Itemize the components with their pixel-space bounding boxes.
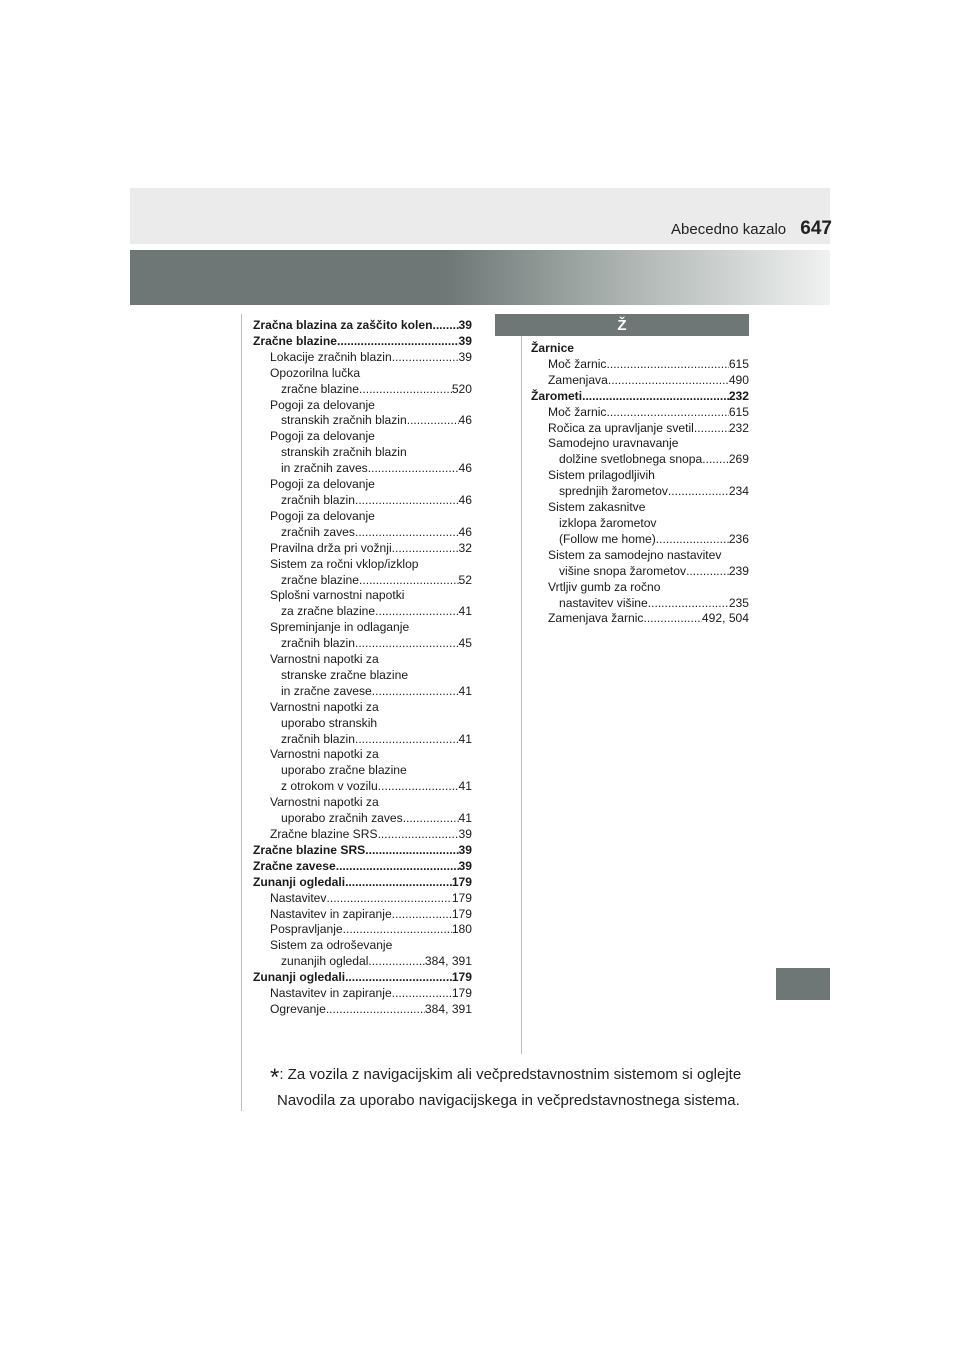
dot-leader — [392, 350, 459, 366]
dot-leader — [345, 875, 452, 891]
entry-term: Opozorilna lučka — [270, 365, 361, 380]
entry-term: uporabo zračne blazine — [281, 763, 407, 778]
dot-leader — [326, 1002, 425, 1018]
dot-leader — [643, 611, 701, 627]
entry-term: zračnih blazin — [281, 731, 355, 746]
entry-page: 179 — [451, 906, 472, 921]
entry-page: 235 — [728, 595, 749, 610]
entry-page: 46 — [458, 413, 472, 428]
entry-page: 179 — [451, 874, 472, 889]
chapter-thumb-tab — [776, 968, 830, 1000]
index-column-left — [253, 318, 472, 1018]
index-entry — [253, 684, 472, 700]
index-entry — [531, 373, 749, 389]
entry-term: zračnih zaves — [281, 524, 355, 539]
dot-leader — [345, 970, 452, 986]
index-entry — [531, 452, 749, 468]
index-entry — [253, 779, 472, 795]
entry-page: 41 — [458, 683, 472, 698]
entry-term: Nastavitev in zapiranje — [270, 986, 392, 1001]
entry-term: zunanjih ogledal — [281, 954, 369, 969]
index-entry — [253, 716, 472, 732]
index-entry — [253, 763, 472, 779]
index-entry — [531, 611, 749, 627]
entry-page: 615 — [728, 404, 749, 419]
entry-page: 41 — [458, 731, 472, 746]
letter-header: Ž — [495, 314, 749, 336]
index-entry — [253, 954, 472, 970]
entry-page: 39 — [458, 858, 472, 873]
dot-leader — [403, 811, 459, 827]
dot-leader — [355, 636, 459, 652]
index-entry — [253, 604, 472, 620]
dot-leader — [407, 413, 459, 429]
entry-term: višine snopa žarometov — [559, 563, 687, 578]
entry-term: Ogrevanje — [270, 1001, 326, 1016]
entry-page: 39 — [458, 318, 472, 332]
entry-term: stranske zračne blazine — [281, 667, 409, 682]
dot-leader — [343, 922, 452, 938]
entry-term: stranskih zračnih blazin — [281, 445, 407, 460]
entry-term: Pogoji za delovanje — [270, 508, 375, 523]
index-entry — [531, 484, 749, 500]
index-entry — [253, 350, 472, 366]
entry-term: Spreminjanje in odlaganje — [270, 620, 410, 635]
entry-term: Pogoji za delovanje — [270, 429, 375, 444]
dot-leader — [337, 334, 459, 350]
entry-page: 269 — [728, 452, 749, 467]
footnote-line-2: Navodila za uporabo navigacijskega in večpredstavnostnega sistema. — [277, 1092, 740, 1109]
entry-page: 384, 391 — [424, 954, 472, 969]
index-entry — [253, 986, 472, 1002]
entry-term: Moč žarnic — [548, 404, 607, 419]
entry-page: 384, 391 — [424, 1001, 472, 1016]
dot-leader — [378, 827, 459, 843]
index-entry — [253, 541, 472, 557]
entry-term: Pogoji za delovanje — [270, 477, 375, 492]
entry-page: 520 — [451, 381, 472, 396]
entry-term: sprednjih žarometov — [559, 484, 668, 499]
entry-page: 179 — [451, 970, 472, 985]
index-entry — [253, 588, 472, 604]
entry-page: 46 — [458, 461, 472, 476]
entry-term: zračne blazine — [281, 572, 359, 587]
entry-page: 41 — [458, 604, 472, 619]
dot-leader — [392, 541, 459, 557]
index-entry — [531, 468, 749, 484]
index-entry — [253, 875, 472, 891]
entry-term: za zračne blazine — [281, 604, 376, 619]
index-entry — [253, 525, 472, 541]
entry-page: 615 — [728, 356, 749, 371]
header-gradient-band — [130, 250, 830, 305]
index-entry — [531, 341, 749, 357]
entry-page: 179 — [451, 986, 472, 1001]
footnote-text-1: : Za vozila z navigacijskim ali večpredstavnostnim sistemom si oglejte — [279, 1066, 742, 1083]
entry-term: uporabo zračnih zaves — [281, 811, 403, 826]
dot-leader — [355, 493, 459, 509]
entry-term: Varnostni napotki za — [270, 795, 379, 810]
entry-term: stranskih zračnih blazin — [281, 413, 407, 428]
index-entry — [253, 700, 472, 716]
index-column-right — [531, 341, 749, 627]
index-entry — [531, 532, 749, 548]
index-entry — [253, 366, 472, 382]
index-entry — [531, 436, 749, 452]
entry-page: 41 — [458, 779, 472, 794]
index-entry — [253, 859, 472, 875]
dot-leader — [702, 452, 729, 468]
index-entry — [253, 493, 472, 509]
entry-term: Pospravljanje — [270, 922, 343, 937]
entry-term: zračnih blazin — [281, 492, 355, 507]
entry-term: Samodejno uravnavanje — [548, 436, 679, 451]
index-entry — [253, 461, 472, 477]
entry-term: zračne blazine — [281, 381, 359, 396]
entry-page: 39 — [458, 333, 472, 348]
entry-page: 46 — [458, 492, 472, 507]
footnote-marker: * — [270, 1064, 280, 1091]
index-entry — [531, 548, 749, 564]
index-entry — [253, 843, 472, 859]
index-entry — [531, 596, 749, 612]
entry-term: Lokacije zračnih blazin — [270, 349, 392, 364]
dot-leader — [326, 891, 451, 907]
entry-term: Sistem za samodejno nastavitev — [548, 547, 722, 562]
index-entry — [253, 477, 472, 493]
index-entry — [531, 564, 749, 580]
entry-page: 232 — [728, 420, 749, 435]
index-entry — [253, 557, 472, 573]
dot-leader — [392, 907, 452, 923]
index-entry — [253, 747, 472, 763]
index-entry — [253, 429, 472, 445]
entry-page: 492, 504 — [701, 611, 749, 626]
index-entry — [253, 795, 472, 811]
entry-term: Žarnice — [531, 341, 575, 355]
index-entry — [253, 668, 472, 684]
entry-page: 232 — [728, 388, 749, 403]
dot-leader — [656, 532, 729, 548]
index-entry — [253, 827, 472, 843]
entry-term: Zamenjava — [548, 372, 608, 387]
entry-term: Zunanji ogledali — [253, 970, 346, 985]
section-title: Abecedno kazalo — [671, 221, 787, 238]
entry-term: Sistem prilagodljivih — [548, 468, 655, 483]
entry-term: Zračne blazine SRS — [253, 842, 366, 857]
entry-term: Pravilna drža pri vožnji — [270, 540, 392, 555]
entry-term: nastavitev višine — [559, 595, 648, 610]
dot-leader — [648, 596, 729, 612]
dot-leader — [686, 564, 729, 580]
dot-leader — [694, 421, 729, 437]
index-entry — [253, 732, 472, 748]
dot-leader — [368, 954, 425, 970]
entry-page: 46 — [458, 524, 472, 539]
entry-page: 39 — [458, 827, 472, 841]
page-number: 647 — [800, 218, 832, 239]
footnote-line-1 — [270, 1063, 770, 1089]
dot-leader — [392, 986, 452, 1002]
index-entry — [531, 500, 749, 516]
entry-term: Zračne zavese — [253, 858, 336, 873]
dot-leader — [359, 382, 452, 398]
index-entry — [253, 509, 472, 525]
index-entry — [531, 405, 749, 421]
entry-term: (Follow me home) — [559, 531, 656, 546]
index-entry — [531, 516, 749, 532]
dot-leader — [668, 484, 729, 500]
index-entry — [253, 398, 472, 414]
entry-term: uporabo stranskih — [281, 715, 378, 730]
dot-leader — [606, 405, 728, 421]
dot-leader — [378, 779, 459, 795]
entry-term: Moč žarnic — [548, 356, 607, 371]
entry-page: 179 — [451, 890, 472, 905]
dot-leader — [432, 318, 458, 334]
index-entry — [253, 445, 472, 461]
dot-leader — [336, 859, 459, 875]
entry-page: 180 — [451, 922, 472, 937]
entry-term: Ročica za upravljanje svetil — [548, 420, 694, 435]
dot-leader — [359, 573, 459, 589]
index-entry — [253, 620, 472, 636]
index-entry — [253, 334, 472, 350]
entry-term: Varnostni napotki za — [270, 699, 379, 714]
entry-term: Nastavitev in zapiranje — [270, 906, 392, 921]
dot-leader — [608, 373, 729, 389]
entry-term: dolžine svetlobnega snopa — [559, 452, 703, 467]
entry-term: in zračne zavese — [281, 683, 372, 698]
index-entry — [253, 652, 472, 668]
footnote — [270, 1063, 770, 1112]
entry-page: 32 — [458, 540, 472, 555]
entry-page: 39 — [458, 842, 472, 857]
dot-leader — [355, 525, 459, 541]
entry-term: izklopa žarometov — [559, 515, 657, 530]
dot-leader — [368, 461, 459, 477]
entry-page: 45 — [458, 636, 472, 651]
entry-term: Zračna blazina za zaščito kolen — [253, 318, 433, 332]
entry-term: Varnostni napotki za — [270, 652, 379, 667]
entry-term: Zračne blazine — [253, 333, 338, 348]
column-divider — [521, 314, 522, 1054]
index-entry — [253, 1002, 472, 1018]
entry-page: 490 — [728, 372, 749, 387]
entry-page: 234 — [728, 484, 749, 499]
entry-term: zračnih blazin — [281, 636, 355, 651]
entry-page: 239 — [728, 563, 749, 578]
entry-page: 39 — [458, 349, 472, 364]
entry-term: Zamenjava žarnic — [548, 611, 644, 626]
index-entry — [253, 811, 472, 827]
dot-leader — [582, 389, 729, 405]
dot-leader — [365, 843, 458, 859]
entry-term: Žarometi — [531, 388, 583, 403]
entry-term: Splošni varnostni napotki — [270, 588, 405, 603]
entry-term: Varnostni napotki za — [270, 747, 379, 762]
index-entry — [531, 389, 749, 405]
index-entry — [253, 318, 472, 334]
entry-page: 236 — [728, 531, 749, 546]
index-entry — [253, 573, 472, 589]
entry-term: Zračne blazine SRS — [270, 827, 378, 841]
entry-term: Zunanji ogledali — [253, 874, 346, 889]
left-margin-rule — [241, 314, 242, 1111]
dot-leader — [372, 684, 459, 700]
index-entry — [531, 580, 749, 596]
index-entry — [253, 382, 472, 398]
index-entry — [531, 357, 749, 373]
entry-term: Vrtljiv gumb za ročno — [548, 579, 661, 594]
index-entry — [253, 413, 472, 429]
entry-term: Pogoji za delovanje — [270, 397, 375, 412]
entry-term: in zračnih zaves — [281, 461, 368, 476]
entry-page: 41 — [458, 811, 472, 826]
index-entry — [253, 636, 472, 652]
index-entry — [253, 891, 472, 907]
index-entry — [253, 922, 472, 938]
entry-term: Nastavitev — [270, 890, 327, 905]
entry-term: Sistem za odroševanje — [270, 938, 393, 953]
dot-leader — [606, 357, 728, 373]
dot-leader — [375, 604, 458, 620]
index-entry — [253, 970, 472, 986]
index-entry — [253, 907, 472, 923]
entry-term: z otrokom v vozilu — [281, 779, 378, 794]
index-entry — [253, 938, 472, 954]
entry-page: 52 — [458, 572, 472, 587]
entry-term: Sistem zakasnitve — [548, 500, 646, 515]
running-header — [671, 218, 832, 240]
index-entry — [531, 421, 749, 437]
dot-leader — [355, 732, 459, 748]
entry-term: Sistem za ročni vklop/izklop — [270, 556, 419, 571]
